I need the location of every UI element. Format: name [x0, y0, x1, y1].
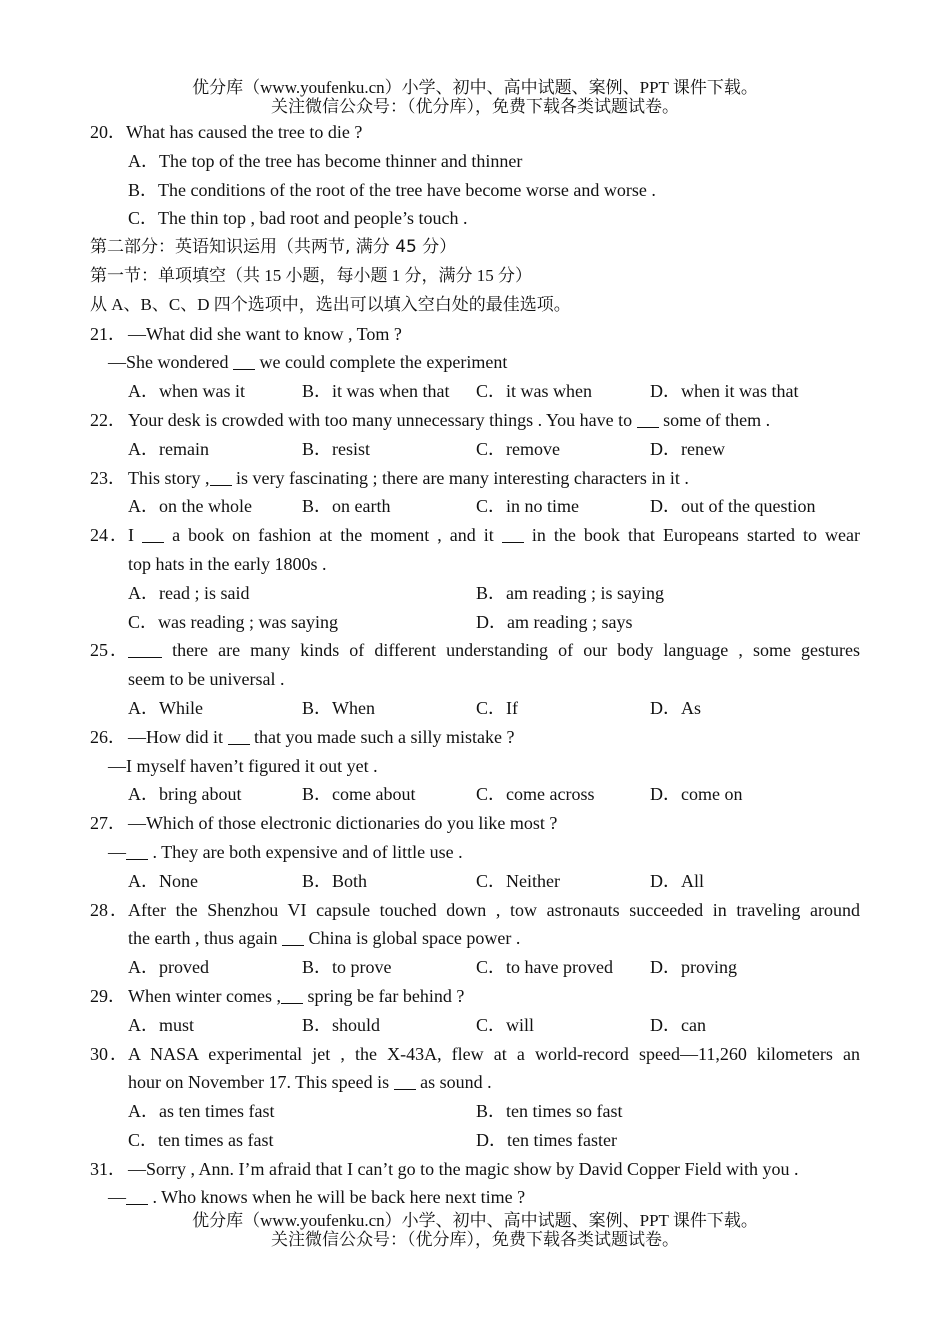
- q24-options-row-1: [90, 579, 860, 608]
- q22-option-b: B．resist: [302, 438, 371, 459]
- q30-option-d: D．ten times faster: [476, 1129, 617, 1150]
- q22-line-1: [90, 406, 860, 435]
- page-footer: [0, 1211, 950, 1249]
- q29-number: 29．: [90, 985, 126, 1006]
- footer-line-1: 优分库（www.youfenku.cn）小学、初中、高中试题、案例、PPT 课件下载。: [192, 1211, 758, 1230]
- q23-line-1: [90, 464, 860, 493]
- header-line-2: 关注微信公众号：（优分库），免费下载各类试题试卷。: [271, 97, 679, 116]
- q30-text-2a: hour on November 17. This speed is: [128, 1072, 394, 1093]
- q21-text-2b: we could complete the experiment: [254, 352, 508, 373]
- q23-text-b: is very fascinating ; there are many interesting characters in it .: [231, 467, 689, 488]
- answer-blank: [228, 728, 250, 745]
- answer-blank: [233, 353, 255, 370]
- q25-line-1: [90, 636, 860, 665]
- q25-text-b: there are many kinds of different understanding of our body language , some gestures: [162, 640, 860, 661]
- q21-option-a: A．when was it: [128, 381, 245, 402]
- q24-line-2: top hats in the early 1800s .: [128, 553, 327, 574]
- q26-text-a: —How did it: [128, 726, 228, 747]
- q30-text-2b: as sound .: [415, 1072, 492, 1093]
- q28-text-2a: the earth , thus again: [128, 928, 282, 949]
- q24-text-a: I: [128, 525, 143, 546]
- q26-line-2: —I myself haven’t figured it out yet .: [108, 755, 378, 776]
- q29-option-b: B．should: [302, 1014, 381, 1035]
- q26-text-b: that you made such a silly mistake ?: [249, 726, 515, 747]
- answer-blank: [282, 929, 304, 946]
- q21-text-1: —What did she want to know , Tom ?: [128, 323, 402, 344]
- q27-options: [90, 867, 860, 896]
- q21-option-c: C．it was when: [476, 381, 592, 402]
- answer-blank: [281, 987, 303, 1004]
- q27-option-d: D．All: [650, 870, 704, 891]
- q30-text-1: A NASA experimental jet , the X-43A, flew at a world-record speed—11,260 kilometers an: [128, 1043, 860, 1064]
- q22-text-a: Your desk is crowded with too many unnecessary things . You have to: [128, 409, 637, 430]
- q27-line-2: [90, 838, 860, 867]
- q27-number: 27．: [90, 813, 126, 834]
- q22-text-b: some of them .: [658, 409, 771, 430]
- q30-option-a: A．as ten times fast: [128, 1101, 275, 1122]
- q23-option-b: B．on earth: [302, 496, 391, 517]
- q21-line-1: [90, 320, 860, 349]
- q25-option-b: B．When: [302, 697, 375, 718]
- q23-text-a: This story ,: [128, 467, 210, 488]
- q24-text-b: a book on fashion at the moment , and it: [164, 525, 502, 546]
- q30-options-row-1: [90, 1097, 860, 1126]
- q26-line-1: [90, 723, 860, 752]
- page-header: [0, 78, 950, 116]
- answer-blank: [126, 1188, 148, 1205]
- q20-option-a: A．The top of the tree has become thinner and thinner: [128, 150, 523, 171]
- q30-options-row-2: [90, 1126, 860, 1155]
- q26-option-b: B．come about: [302, 784, 416, 805]
- q30-option-b: B．ten times so fast: [476, 1101, 623, 1122]
- q20-stem: 20．What has caused the tree to die ?: [90, 122, 363, 142]
- section-title: 第二部分：英语知识运用（共两节, 满分 45 分）: [90, 237, 457, 258]
- answer-blank: [210, 469, 232, 486]
- q25-option-a: A．While: [128, 697, 203, 718]
- q25-option-c: C．If: [476, 697, 518, 718]
- q24-option-b: B．am reading ; is saying: [476, 582, 664, 603]
- q22-option-d: D．renew: [650, 438, 725, 459]
- q20-option-b: B．The conditions of the root of the tree have become worse and worse .: [128, 179, 656, 200]
- answer-blank: [128, 641, 162, 658]
- q25-option-d: D．As: [650, 697, 702, 718]
- q29-option-c: C．will: [476, 1014, 535, 1035]
- q31-number: 31．: [90, 1158, 126, 1179]
- q20-option-c: C．The thin top , bad root and people’s touch .: [128, 208, 468, 229]
- q31-text-1: —Sorry , Ann. I’m afraid that I can’t go to the magic show by David Copper Field with you .: [128, 1158, 799, 1179]
- q31-text-2a: —: [108, 1187, 126, 1208]
- q29-line-1: [90, 982, 860, 1011]
- q21-option-b: B．it was when that: [302, 381, 450, 402]
- q27-option-b: B．Both: [302, 870, 368, 891]
- q30-option-c: C．ten times as fast: [128, 1129, 274, 1150]
- q30-number: 30．: [90, 1043, 128, 1064]
- q24-number: 24．: [90, 525, 128, 546]
- q27-line-1: [90, 809, 860, 838]
- q29-options: [90, 1011, 860, 1040]
- q23-option-d: D．out of the question: [650, 496, 816, 517]
- q23-number: 23．: [90, 467, 126, 488]
- q26-option-d: D．come on: [650, 784, 743, 805]
- q30-line-1: [90, 1040, 860, 1069]
- q21-options: [90, 377, 860, 406]
- q22-option-a: A．remain: [128, 438, 209, 459]
- q28-option-b: B．to prove: [302, 957, 392, 978]
- q21-number: 21．: [90, 323, 126, 344]
- answer-blank: [142, 526, 164, 543]
- q28-text-2b: China is global space power .: [303, 928, 521, 949]
- q28-option-a: A．proved: [128, 957, 209, 978]
- q28-options: [90, 953, 860, 982]
- q22-options: [90, 435, 860, 464]
- answer-blank: [126, 843, 148, 860]
- exam-content: [90, 118, 860, 1212]
- q29-text-b: spring be far behind ?: [302, 985, 465, 1006]
- q24-options-row-2: [90, 608, 860, 637]
- q26-option-a: A．bring about: [128, 784, 242, 805]
- q27-text-2a: —: [108, 841, 126, 862]
- q22-number: 22．: [90, 409, 126, 430]
- q28-number: 28．: [90, 899, 128, 920]
- q29-option-a: A．must: [128, 1014, 195, 1035]
- q24-text-c: in the book that Europeans started to wear: [523, 525, 860, 546]
- q26-option-c: C．come across: [476, 784, 595, 805]
- q29-text-a: When winter comes ,: [128, 985, 281, 1006]
- q31-text-2b: . Who knows when he will be back here next time ?: [148, 1187, 526, 1208]
- q28-option-d: D．proving: [650, 957, 737, 978]
- q23-options: [90, 492, 860, 521]
- q24-option-d: D．am reading ; says: [476, 611, 633, 632]
- q26-options: [90, 780, 860, 809]
- q24-option-c: C．was reading ; was saying: [128, 611, 338, 632]
- q31-line-2: [90, 1183, 860, 1212]
- q21-text-2a: —She wondered: [108, 352, 233, 373]
- q27-text-2b: . They are both expensive and of little use .: [148, 841, 463, 862]
- q27-option-a: A．None: [128, 870, 198, 891]
- answer-blank: [637, 411, 659, 428]
- q25-number: 25．: [90, 640, 128, 661]
- q30-line-2: [90, 1068, 860, 1097]
- q22-option-c: C．remove: [476, 438, 560, 459]
- footer-line-2: 关注微信公众号：（优分库），免费下载各类试题试卷。: [271, 1230, 679, 1249]
- q25-line-2: seem to be universal .: [128, 669, 285, 690]
- q27-text-1: —Which of those electronic dictionaries do you like most ?: [128, 813, 558, 834]
- q24-line-1: [90, 521, 860, 550]
- header-line-1: 优分库（www.youfenku.cn）小学、初中、高中试题、案例、PPT 课件下载。: [192, 78, 758, 97]
- q21-line-2: [90, 348, 860, 377]
- q28-text-1: After the Shenzhou VI capsule touched down , tow astronauts succeeded in traveling around: [128, 899, 860, 920]
- answer-blank: [502, 526, 524, 543]
- section-subtitle: 第一节：单项填空（共 15 小题，每小题 1 分，满分 15 分）: [90, 265, 532, 285]
- answer-blank: [394, 1073, 416, 1090]
- q31-line-1: [90, 1155, 860, 1184]
- q24-option-a: A．read ; is said: [128, 582, 250, 603]
- q28-line-2: [90, 924, 860, 953]
- q29-option-d: D．can: [650, 1014, 706, 1035]
- q23-option-c: C．in no time: [476, 496, 579, 517]
- q28-line-1: [90, 896, 860, 925]
- section-instruction: 从 A、B、C、D 四个选项中，选出可以填入空白处的最佳选项。: [90, 294, 571, 314]
- q25-options: [90, 694, 860, 723]
- q26-number: 26．: [90, 726, 126, 747]
- q21-option-d: D．when it was that: [650, 381, 799, 402]
- q23-option-a: A．on the whole: [128, 496, 252, 517]
- q28-option-c: C．to have proved: [476, 957, 613, 978]
- q27-option-c: C．Neither: [476, 870, 560, 891]
